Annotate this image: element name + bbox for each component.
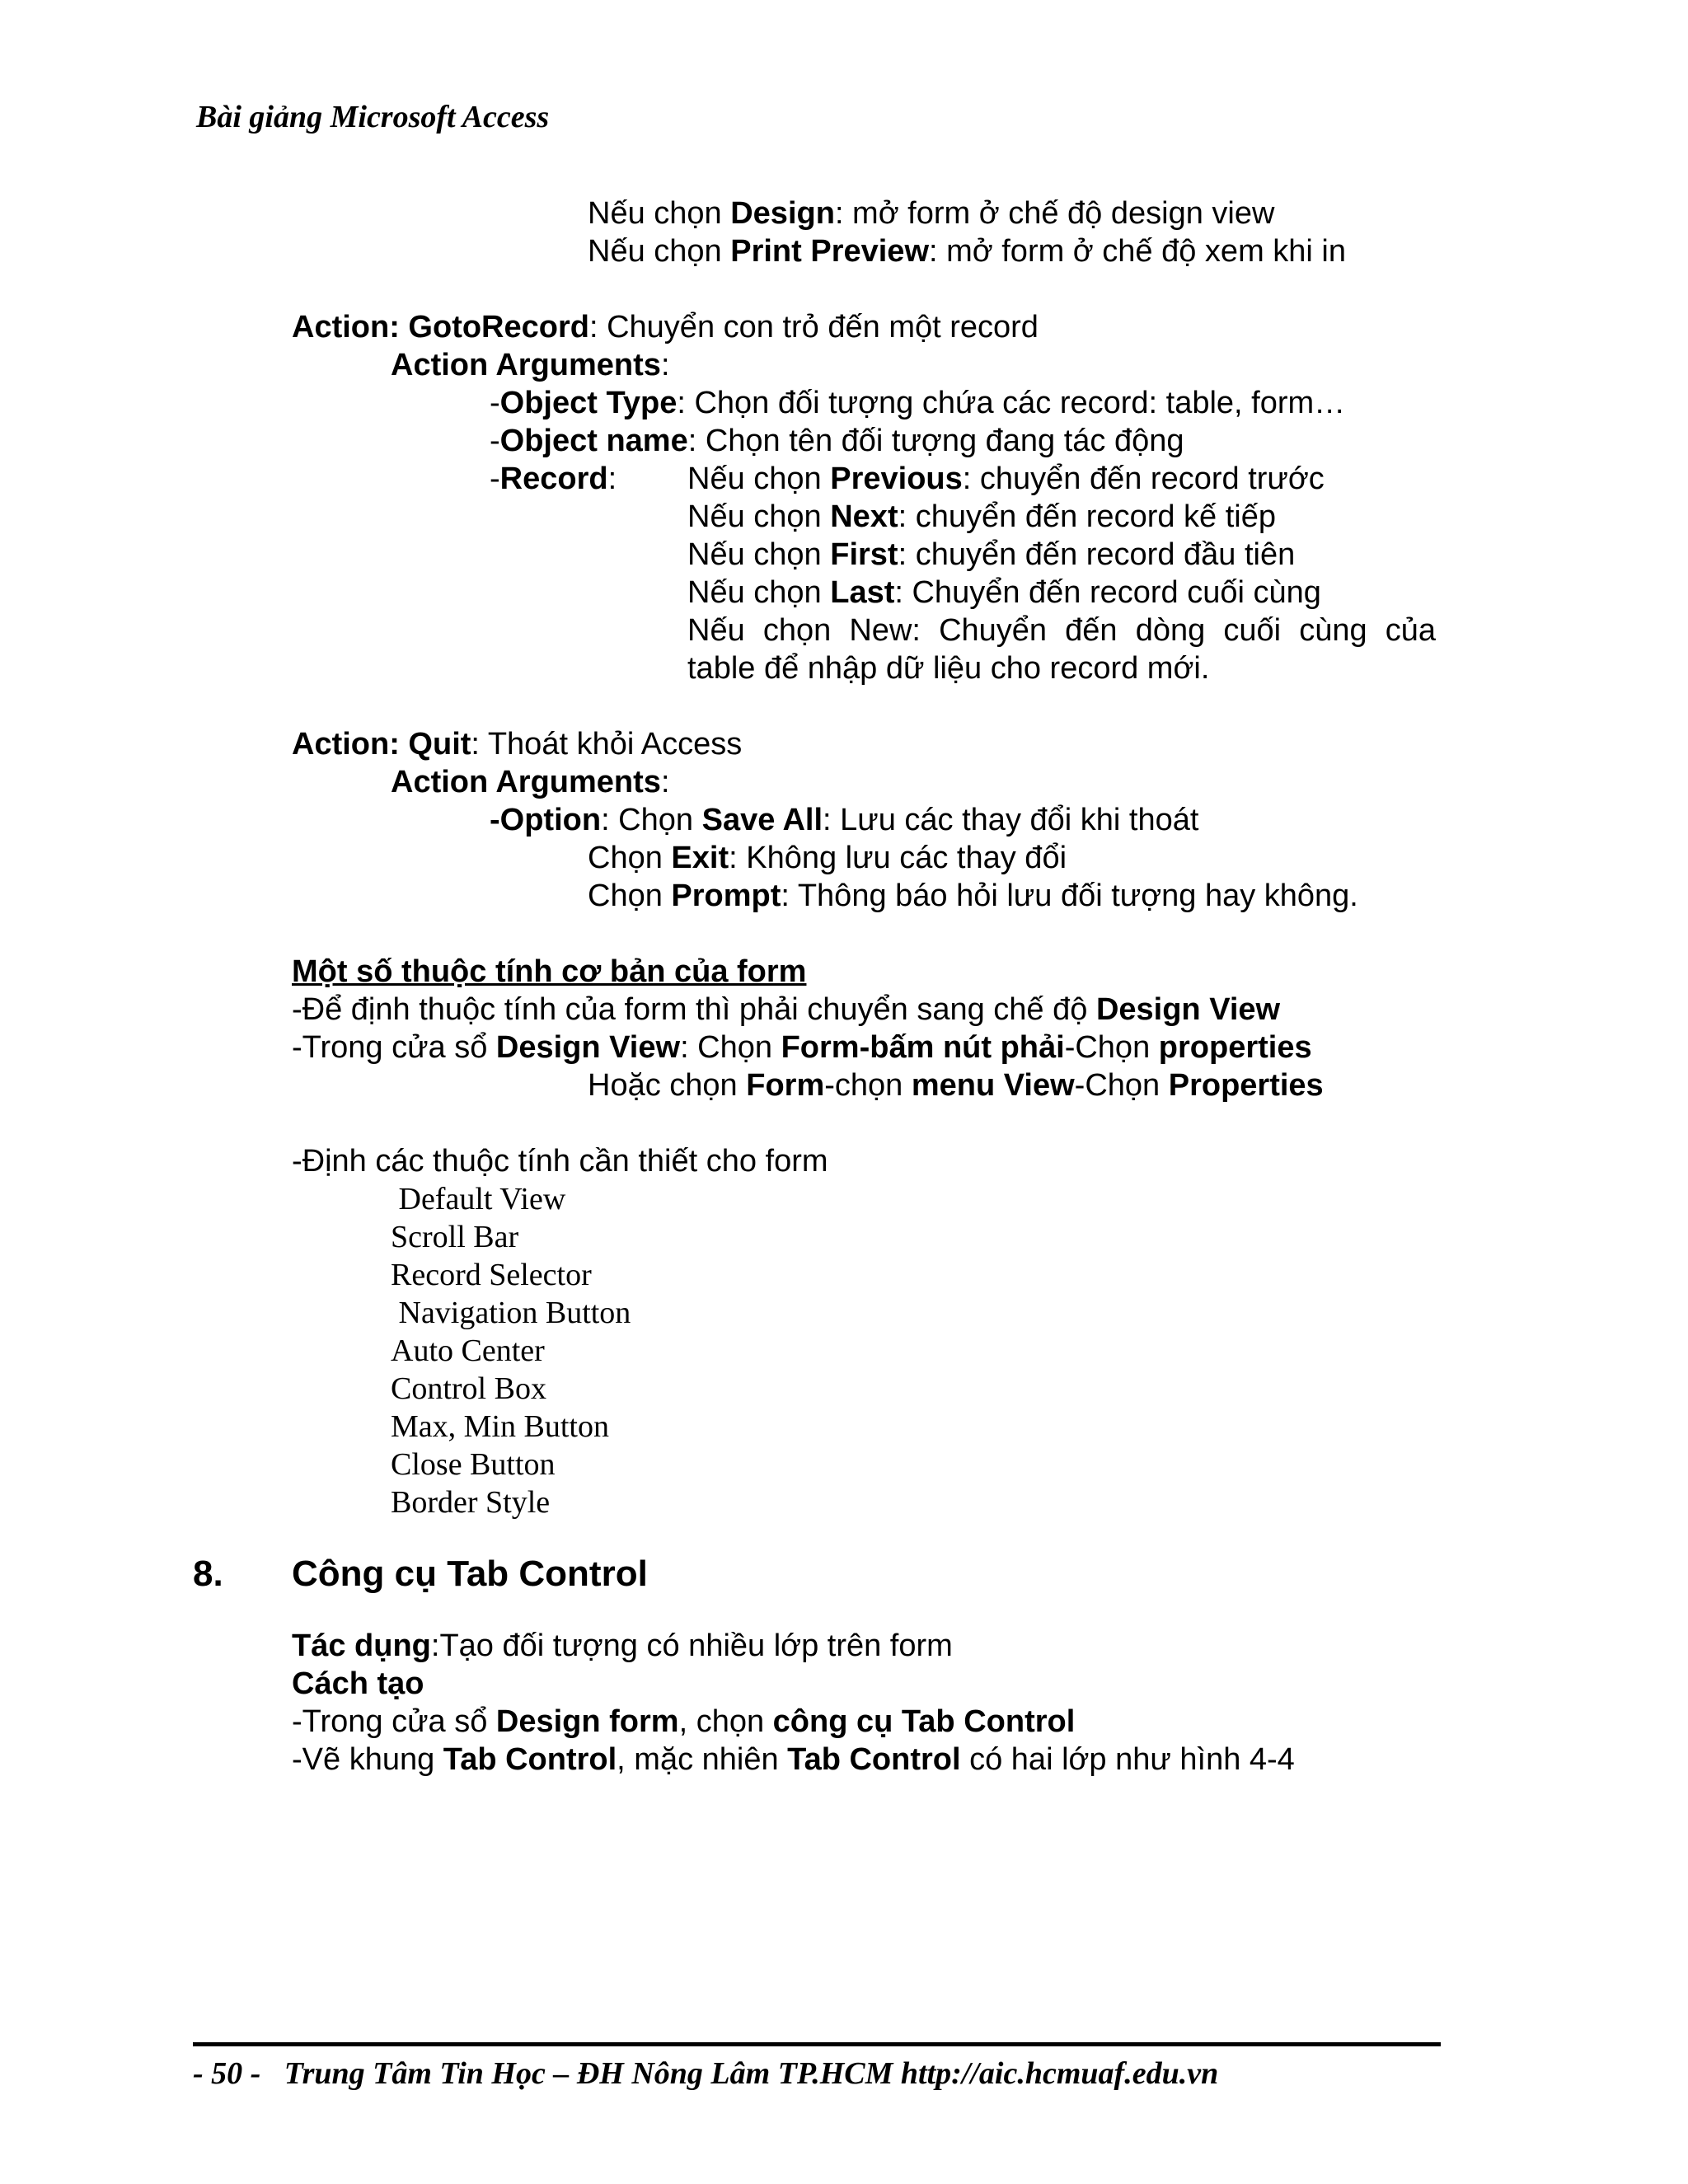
arg-object-name: -Object name: Chọn tên đối tượng đang tác động: [490, 424, 1184, 458]
record-last: Nếu chọn Last: Chuyển đến record cuối cùng: [687, 575, 1321, 610]
option-prompt: Chọn Prompt: Thông báo hỏi lưu đối tượng hay không.: [588, 879, 1358, 913]
props-title: Một số thuộc tính cơ bản của form: [292, 954, 807, 989]
quit-action-arguments: Action Arguments:: [391, 765, 670, 799]
line-print-preview: Nếu chọn Print Preview: mở form ở chế độ xem khi in: [588, 234, 1346, 269]
property-item: Auto Center: [391, 1333, 545, 1368]
section-number: 8.: [193, 1554, 223, 1594]
props-line-4: -Định các thuộc tính cần thiết cho form: [292, 1144, 828, 1179]
footer-rule: [193, 2042, 1441, 2046]
arg-object-type: -Object Type: Chọn đối tượng chứa các record: table, form…: [490, 386, 1346, 420]
props-line-2: -Trong cửa sổ Design View: Chọn Form-bấm nút phải-Chọn properties: [292, 1030, 1312, 1065]
record-new: Nếu chọn New: Chuyển đến dòng cuối cùng của table để nhập dữ liệu cho record mới.: [687, 613, 1436, 686]
tab-step-1: -Trong cửa sổ Design form, chọn công cụ Tab Control: [292, 1704, 1076, 1739]
property-item: Navigation Button: [391, 1296, 631, 1330]
arg-option: -Option: Chọn Save All: Lưu các thay đổi khi thoát: [490, 803, 1199, 837]
record-first: Nếu chọn First: chuyển đến record đầu tiên: [687, 537, 1296, 572]
property-item: Control Box: [391, 1371, 546, 1406]
tab-step-2: -Vẽ khung Tab Control, mặc nhiên Tab Control có hai lớp như hình 4-4: [292, 1742, 1295, 1777]
action-quit: Action: Quit: Thoát khỏi Access: [292, 727, 743, 762]
option-exit: Chọn Exit: Không lưu các thay đổi: [588, 841, 1067, 875]
goto-action-arguments: Action Arguments:: [391, 348, 670, 382]
action-gotorecord: Action: GotoRecord: Chuyển con trỏ đến một record: [292, 310, 1039, 344]
page-header: Bài giảng Microsoft Access: [196, 100, 550, 134]
tab-purpose: Tác dụng:Tạo đối tượng có nhiều lớp trên form: [292, 1629, 953, 1663]
tab-howto-title: Cách tạo: [292, 1666, 424, 1701]
property-item: Close Button: [391, 1447, 556, 1482]
page-footer: - 50 - Trung Tâm Tin Học – ĐH Nông Lâm TP.HCM http://aic.hcmuaf.edu.vn: [193, 2056, 1219, 2091]
property-item: Border Style: [391, 1485, 551, 1520]
record-next: Nếu chọn Next: chuyển đến record kế tiếp: [687, 499, 1277, 534]
props-line-3: Hoặc chọn Form-chọn menu View-Chọn Properties: [588, 1068, 1324, 1103]
property-item: Max, Min Button: [391, 1409, 609, 1444]
line-design: Nếu chọn Design: mở form ở chế độ design view: [588, 196, 1275, 231]
property-item: Record Selector: [391, 1258, 592, 1292]
property-item: Default View: [391, 1182, 566, 1216]
record-previous: Nếu chọn Previous: chuyển đến record trước: [687, 462, 1325, 496]
property-item: Scroll Bar: [391, 1220, 519, 1254]
section-title: Công cụ Tab Control: [292, 1554, 648, 1594]
props-line-1: -Để định thuộc tính của form thì phải chuyển sang chế độ Design View: [292, 992, 1281, 1027]
arg-record-label: -Record:: [490, 462, 617, 496]
